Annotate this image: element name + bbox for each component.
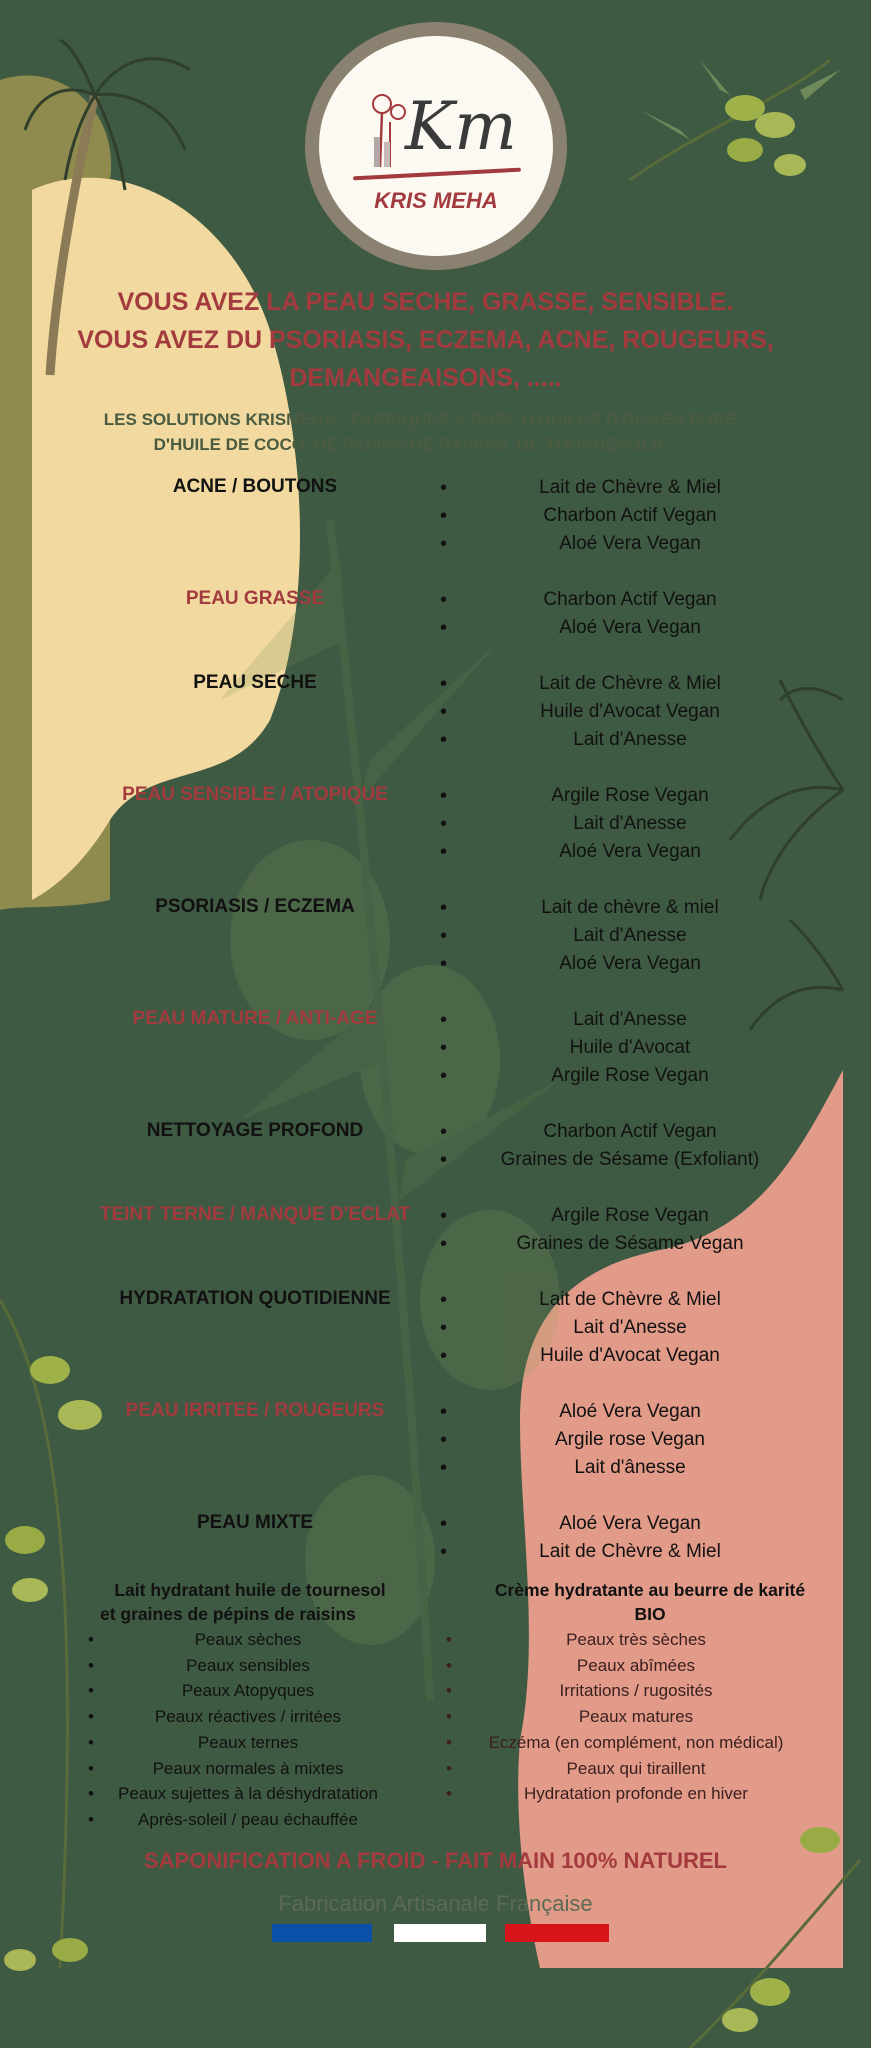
cream-indication-item: • Eczéma (en complément, non médical) [446, 1730, 826, 1756]
headline-line-2: VOUS AVEZ DU PSORIASIS, ECZEMA, ACNE, ROUGEURS, [77, 326, 774, 354]
brand-logo [305, 22, 567, 270]
product-item: • Aloé Vera Vegan [440, 950, 820, 978]
cream-indication-item: • Peaux très sèches [446, 1627, 826, 1653]
product-item: • Lait de Chèvre & Miel [440, 1538, 820, 1566]
headline-line-1: VOUS AVEZ LA PEAU SECHE, GRASSE, SENSIBLE. [117, 288, 734, 316]
product-item: • Argile rose Vegan [440, 1426, 820, 1454]
product-item: • Huile d'Avocat [440, 1034, 820, 1062]
lotion-indication-item: • Peaux Atopyques [88, 1678, 408, 1704]
product-item: • Lait d'ânesse [440, 1454, 820, 1482]
product-item: • Aloé Vera Vegan [440, 1510, 820, 1538]
product-item: • Lait d'Anesse [440, 810, 820, 838]
footer-made-in: Fabrication Artisanale Française [278, 1891, 593, 1916]
flag-red-stripe [505, 1924, 609, 1942]
product-item: • Argile Rose Vegan [440, 1062, 820, 1090]
cream-indication-item: • Hydratation profonde en hiver [446, 1781, 826, 1807]
flag-blue-stripe [272, 1924, 372, 1942]
lotion-indication-item: • Peaux sèches [88, 1627, 408, 1653]
category-label: HYDRATATION QUOTIDIENNE [119, 1288, 391, 1309]
logo-initials: Km [405, 88, 517, 165]
product-item: • Lait de Chèvre & Miel [440, 474, 820, 502]
cream-indications-list [446, 1627, 826, 1807]
category-label: PEAU SECHE [193, 672, 317, 693]
footer-tagline: SAPONIFICATION A FROID - FAIT MAIN 100% NATUREL [143, 1848, 727, 1873]
product-item: • Graines de Sésame (Exfoliant) [440, 1146, 820, 1174]
category-products [440, 1118, 820, 1174]
category-products [440, 1510, 820, 1566]
lotion-indication-item: • Peaux réactives / irritées [88, 1704, 408, 1730]
category-products [440, 1202, 820, 1258]
category-products [440, 1006, 820, 1090]
cream-title-line-2: BIO [634, 1604, 666, 1624]
category-products [440, 894, 820, 978]
category-label: PEAU SENSIBLE / ATOPIQUE [122, 784, 388, 805]
category-products [440, 782, 820, 866]
product-item: • Charbon Actif Vegan [440, 586, 820, 614]
category-products [440, 670, 820, 754]
headline-line-3: DEMANGEAISONS, ..... [289, 364, 562, 392]
product-item: • Lait d'Anesse [440, 1314, 820, 1342]
category-products [440, 1286, 820, 1370]
product-item: • Lait d'Anesse [440, 726, 820, 754]
category-products [440, 474, 820, 558]
product-item: • Lait d'Anesse [440, 1006, 820, 1034]
product-item: • Lait d'Anesse [440, 922, 820, 950]
category-label: PEAU GRASSE [185, 588, 325, 609]
lotion-indication-item: • Peaux normales à mixtes [88, 1756, 408, 1782]
cream-indication-item: • Irritations / rugosités [446, 1678, 826, 1704]
cream-indication-item: • Peaux matures [446, 1704, 826, 1730]
product-item: • Argile Rose Vegan [440, 1202, 820, 1230]
olive-branch-top-right [630, 60, 840, 180]
product-item: • Lait de Chèvre & Miel [440, 1286, 820, 1314]
product-item: • Aloé Vera Vegan [440, 530, 820, 558]
cream-indication-item: • Peaux qui tiraillent [446, 1756, 826, 1782]
subheading-line-1: LES SOLUTIONS KRISMEHA : FABRIQUES A BASE D'HUILES D'OLIVES PURE [103, 410, 737, 429]
product-item: • Huile d'Avocat Vegan [440, 1342, 820, 1370]
product-item: • Lait de Chèvre & Miel [440, 670, 820, 698]
category-products [440, 586, 820, 642]
category-products [440, 1398, 820, 1482]
product-item: • Charbon Actif Vegan [440, 1118, 820, 1146]
category-label: ACNE / BOUTONS [172, 476, 338, 497]
category-label: TEINT TERNE / MANQUE D'ECLAT [99, 1204, 411, 1225]
lotion-indications-list [88, 1627, 408, 1833]
product-item: • Charbon Actif Vegan [440, 502, 820, 530]
lotion-title-line-1: Lait hydratant huile de tournesol [114, 1580, 386, 1600]
cream-title-line-1: Crème hydratante au beurre de karité [494, 1580, 806, 1600]
category-label: PSORIASIS / ECZEMA [155, 896, 355, 917]
lotion-indication-item: • Peaux ternes [88, 1730, 408, 1756]
category-label: PEAU MIXTE [196, 1512, 314, 1533]
category-label: PEAU IRRITEE / ROUGEURS [125, 1400, 385, 1421]
product-item: • Huile d'Avocat Vegan [440, 698, 820, 726]
product-item: • Lait de chèvre & miel [440, 894, 820, 922]
lotion-indication-item: • Après-soleil / peau échauffée [88, 1807, 408, 1833]
product-item: • Aloé Vera Vegan [440, 1398, 820, 1426]
lotion-indication-item: • Peaux sujettes à la déshydratation [88, 1781, 408, 1807]
product-item: • Aloé Vera Vegan [440, 614, 820, 642]
product-item: • Argile Rose Vegan [440, 782, 820, 810]
category-label: PEAU MATURE / ANTI-AGE [132, 1008, 378, 1029]
lotion-title-line-2: et graines de pépins de raisins [100, 1604, 356, 1624]
category-label: NETTOYAGE PROFOND [146, 1120, 364, 1141]
cream-indication-item: • Peaux abîmées [446, 1653, 826, 1679]
product-item: • Graines de Sésame Vegan [440, 1230, 820, 1258]
flag-white-stripe [394, 1924, 486, 1942]
product-item: • Aloé Vera Vegan [440, 838, 820, 866]
subheading-line-2: D'HUILE DE COCO, DE PEPINS DE RAISINS, DE TOURNESOLS .... [153, 435, 687, 454]
logo-brand-name: KRIS MEHA [374, 188, 498, 213]
lotion-indication-item: • Peaux sensibles [88, 1653, 408, 1679]
